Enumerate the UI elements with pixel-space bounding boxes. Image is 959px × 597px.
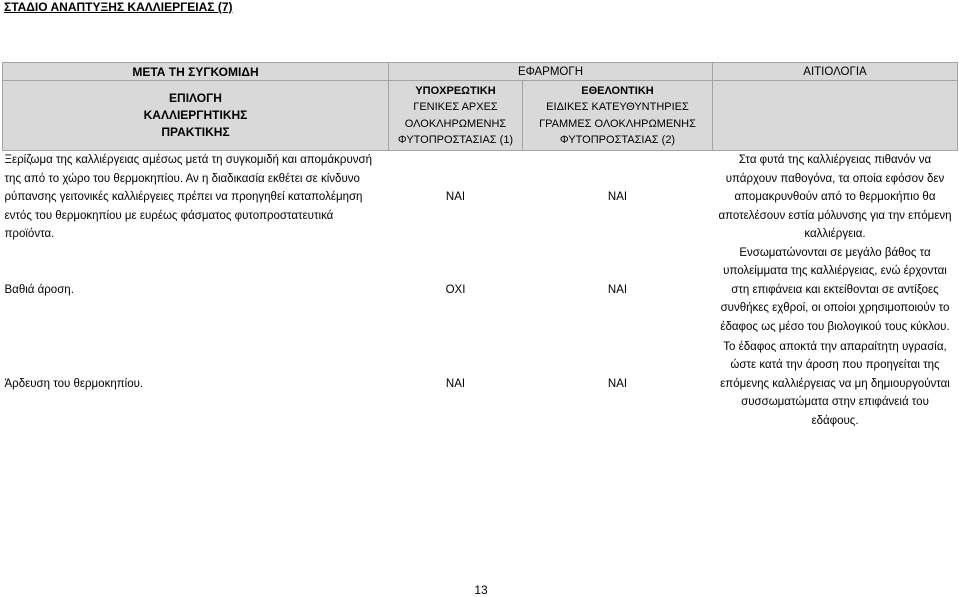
table-row xyxy=(3,244,958,337)
header-voluntary xyxy=(523,81,713,151)
header-mandatory-title: ΥΠΟΧΡΕΩΤΙΚΗ xyxy=(415,84,496,97)
header-voluntary-subtitle: ΕΙΔΙΚΕΣ ΚΑΤΕΥΘΥΝΤΗΡΙΕΣ ΓΡΑΜΜΕΣ ΟΛΟΚΛΗΡΩΜΕΝΗΣ ΦΥΤΟΠΡΟΣΤΑΣΙΑΣ (2) xyxy=(539,101,696,146)
header-application: ΕΦΑΡΜΟΓΗ xyxy=(389,63,713,81)
page-heading: ΣΤΑΔΙΟ ΑΝΑΠΤΥΞΗΣ ΚΑΛΛΙΕΡΓΕΙΑΣ (7) xyxy=(4,0,233,14)
voluntary-cell: ΝΑΙ xyxy=(607,377,628,390)
header-voluntary-title: ΕΘΕΛΟΝΤΙΚΗ xyxy=(581,84,654,97)
column-header-row xyxy=(3,81,958,151)
header-mandatory xyxy=(389,81,523,151)
post-harvest-practices-table xyxy=(2,62,958,432)
header-justification: ΑΙΤΙΟΛΟΓΙΑ xyxy=(713,63,958,81)
practice-cell: Ξερίζωμα της καλλιέργειας αμέσως μετά τη συγκομιδή και απομάκρυνσή της από το χώρο του θερμοκηπίου. Αν η διαδικασία εκθέτει σε κίνδυνο ρύπανσης γειτονικές καλλιέργειες πρέπει να προηγηθεί καταπολέμηση εντός του θερμοκηπίου με ευρέως φάσματος φυτοπροστατευτικά προϊόντα. xyxy=(4,154,372,240)
justification-cell: Ενσωματώνονται σε μεγάλο βάθος τα υπολείμματα της καλλιέργειας, ενώ έρχονται στη επιφάνεια και εκτείθονται σε αντίξοες συνθήκες εχθροί, οι οποίοι χρησιμοποιούν το έδαφος ως μέσο του βιολογικού τους κύκλου. xyxy=(720,246,950,333)
justification-cell: Στα φυτά της καλλιέργειας πιθανόν να υπάρχουν παθογόνα, τα οποία εφόσον δεν απομακρυνθούν από το θερμοκήπιο θα αποτελέσουν εστία μόλυνσης για την επόμενη καλλιέργεια. xyxy=(718,154,952,240)
mandatory-cell: ΝΑΙ xyxy=(445,377,466,390)
group-header-row xyxy=(3,63,958,81)
voluntary-cell: ΝΑΙ xyxy=(607,283,628,296)
voluntary-cell: ΝΑΙ xyxy=(607,191,628,203)
mandatory-cell: ΝΑΙ xyxy=(445,191,466,203)
justification-cell: Το έδαφος αποκτά την απαραίτητη υγρασία, ώστε κατά την άροση που προηγείται της επόμενης καλλιέργειας να μη δημιουργούνται συσσωματώματα στην επιφάνειά του εδάφους. xyxy=(720,340,950,427)
practice-cell: Βαθιά άροση. xyxy=(4,283,74,296)
header-mandatory-subtitle: ΓΕΝΙΚΕΣ ΑΡΧΕΣ ΟΛΟΚΛΗΡΩΜΕΝΗΣ ΦΥΤΟΠΡΟΣΤΑΣΙΑΣ (1) xyxy=(397,101,514,146)
practice-cell: Άρδευση του θερμοκηπίου. xyxy=(4,377,144,390)
header-justification-blank xyxy=(713,81,958,151)
page-number: 13 xyxy=(474,583,488,597)
mandatory-cell: ΟΧΙ xyxy=(445,283,466,296)
header-practice-choice: ΕΠΙΛΟΓΗ ΚΑΛΛΙΕΡΓΗΤΙΚΗΣ ΠΡΑΚΤΙΚΗΣ xyxy=(3,81,389,151)
table-row xyxy=(3,337,958,432)
header-after-harvest: ΜΕΤΑ ΤΗ ΣΥΓΚΟΜΙΔΗ xyxy=(3,63,389,81)
table-row xyxy=(3,151,958,244)
